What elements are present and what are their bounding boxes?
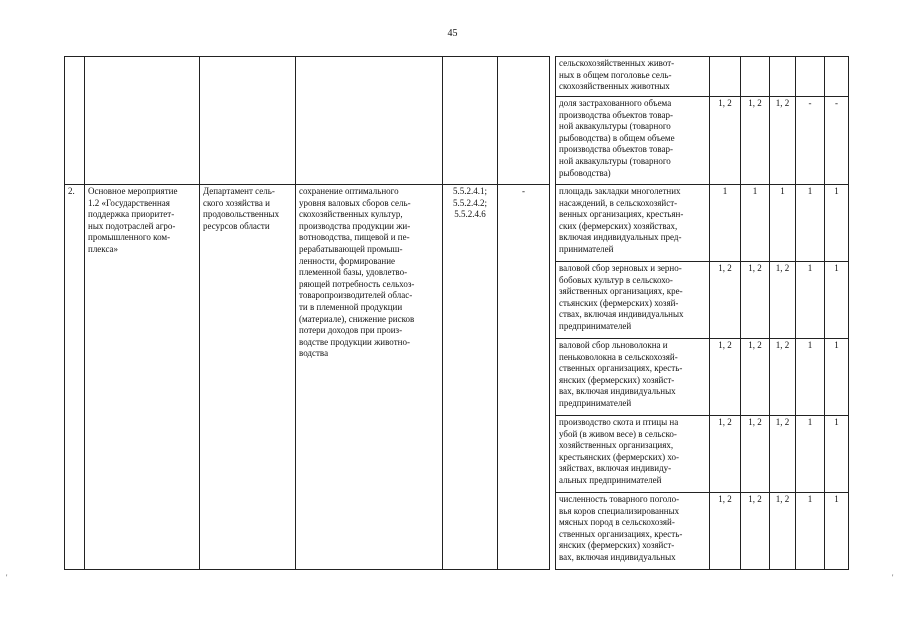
value-cell: 1, 2 [770, 493, 796, 570]
cell-dash-cont [498, 57, 550, 185]
value-cell: 1, 2 [741, 339, 770, 416]
indicator-cell: производство скота и птицы на убой (в живом весе) в сельско- хозяйственных организациях, крестьянских (фермерских) хо- зяйствах, включая индивиду- альных предпринимателей [556, 416, 710, 493]
value-cell: 1 [796, 416, 825, 493]
cell-codes-cont [443, 57, 498, 185]
value-cell: 1, 2 [710, 97, 741, 185]
value-cell [710, 57, 741, 97]
cell-number-cont [65, 57, 85, 185]
measures-table [64, 56, 849, 570]
table-row [65, 57, 849, 97]
cell-result-cont [296, 57, 443, 185]
value-cell: 1 [770, 185, 796, 262]
value-cell [770, 57, 796, 97]
value-cell: 1 [825, 262, 849, 339]
value-cell: - [825, 97, 849, 185]
scan-edge-mark-left: ' [6, 573, 8, 582]
indicator-cell: сельскохозяйственных живот- ных в общем поголовье сель- скохозяйственных животных [556, 57, 710, 97]
value-cell [796, 57, 825, 97]
scan-edge-mark-right: ' [892, 573, 894, 582]
value-cell: 1, 2 [741, 493, 770, 570]
value-cell: 1 [796, 493, 825, 570]
value-cell: 1 [796, 262, 825, 339]
value-cell: 1, 2 [710, 416, 741, 493]
value-cell: 1, 2 [770, 339, 796, 416]
indicator-cell: валовой сбор льноволокна и пеньковолокна в сельскохозяй- ственных организациях, кресть- янских (фермерских) хозяйст- вах, включая индивидуальных предпринимателей [556, 339, 710, 416]
value-cell: 1, 2 [770, 97, 796, 185]
value-cell: 1, 2 [741, 262, 770, 339]
measure-codes: 5.5.2.4.1; 5.5.2.4.2; 5.5.2.4.6 [443, 185, 498, 570]
value-cell: 1 [796, 339, 825, 416]
table-row [65, 185, 849, 262]
indicator-cell: площадь закладки многолетних насаждений, в сельскохозяйст- венных организациях, крестьян- ских (фермерских) хозяйствах, включая индивидуальных пред- принимателей [556, 185, 710, 262]
value-cell: 1 [710, 185, 741, 262]
value-cell: 1, 2 [741, 416, 770, 493]
indicator-cell: доля застрахованного объема производства объектов товар- ной аквакультуры (товарного рыбоводства) в общем объеме производства объектов товар- ной аквакультуры (товарного рыбоводства) [556, 97, 710, 185]
value-cell: - [796, 97, 825, 185]
value-cell: 1 [741, 185, 770, 262]
value-cell: 1, 2 [710, 339, 741, 416]
value-cell: 1 [796, 185, 825, 262]
value-cell: 1 [825, 493, 849, 570]
value-cell: 1, 2 [770, 262, 796, 339]
value-cell: 1 [825, 185, 849, 262]
value-cell [825, 57, 849, 97]
value-cell [741, 57, 770, 97]
measure-name: Основное мероприятие 1.2 «Государственная поддержка приоритет- ных подотраслей агро- промышленного ком- плекса» [85, 185, 200, 570]
indicator-cell: валовой сбор зерновых и зерно- бобовых культур в сельскохо- зяйственных организациях, кре- стьянских (фермерских) хозяй- ствах, включая индивидуальных предпринимателей [556, 262, 710, 339]
indicator-cell: численность товарного поголо- вья коров специализированных мясных пород в сельскохозяй- ственных организациях, кресть- янских (фермерских) хозяйст- вах, включая индивидуальных [556, 493, 710, 570]
value-cell: 1, 2 [741, 97, 770, 185]
value-cell: 1, 2 [710, 493, 741, 570]
value-cell: 1 [825, 416, 849, 493]
measure-result: сохранение оптимального уровня валовых сборов сель- скохозяйственных культур, производства продукции жи- вотноводства, пищевой и пе- рерабатывающей промыш- ленности, формирование племенной базы, удовлетво- ряющей потребность сельхоз- товаропроизводителей облас- ти в племенной продукции (материале), снижение рисков потери доходов при произ- водстве продукции животно- водства [296, 185, 443, 570]
page-number: 45 [447, 28, 458, 39]
measure-executor: Департамент сель- ского хозяйства и продовольственных ресурсов области [200, 185, 296, 570]
cell-name-cont [85, 57, 200, 185]
measure-dash: - [498, 185, 550, 570]
cell-executor-cont [200, 57, 296, 185]
value-cell: 1, 2 [710, 262, 741, 339]
value-cell: 1, 2 [770, 416, 796, 493]
measure-number: 2. [65, 185, 85, 570]
value-cell: 1 [825, 339, 849, 416]
